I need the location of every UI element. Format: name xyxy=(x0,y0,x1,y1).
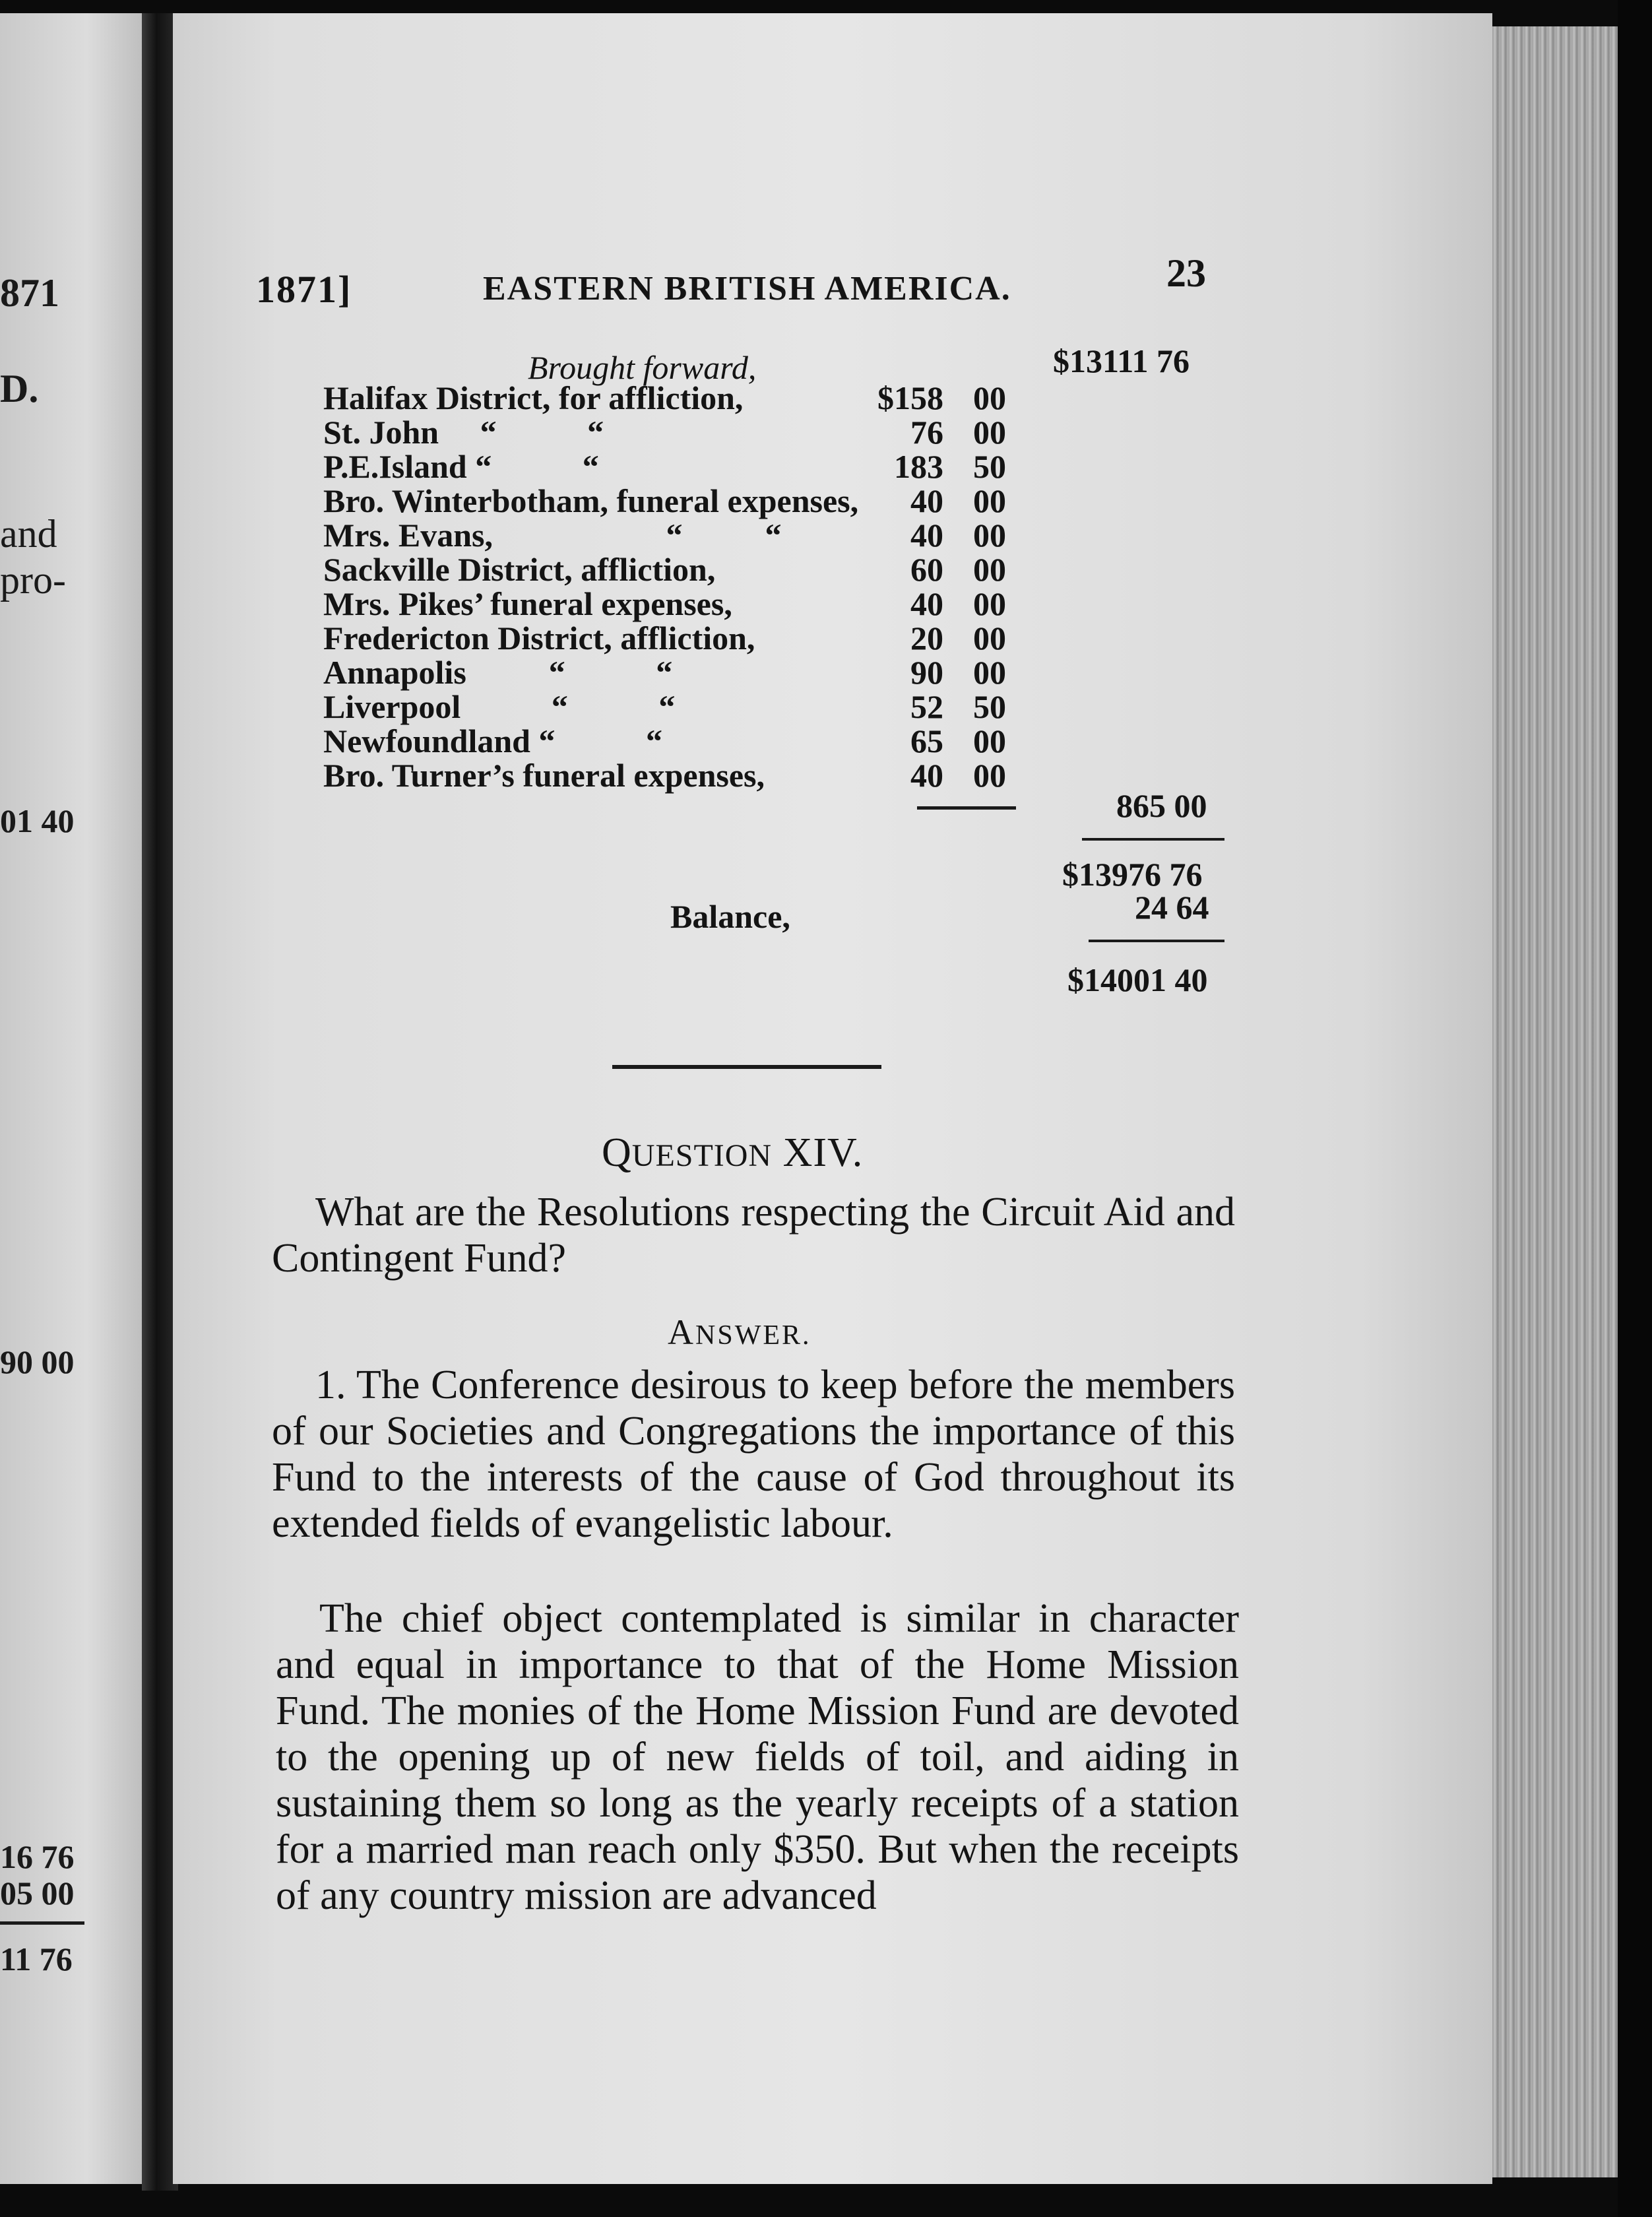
ledger-dollars: 90 xyxy=(910,654,943,691)
ledger-cents: 50 xyxy=(973,688,1006,725)
ledger-row xyxy=(323,690,1023,724)
ledger-dollars: 183 xyxy=(894,448,943,485)
left-fragment-amount: 01 40 xyxy=(0,802,75,839)
ledger-cents: 00 xyxy=(973,654,1006,691)
ledger-row xyxy=(323,553,1023,587)
brought-forward-amount: $13111 76 xyxy=(1053,342,1190,379)
running-total: $13976 76 xyxy=(1062,856,1203,893)
ledger-cents: 00 xyxy=(973,620,1006,657)
ledger-dollars: 40 xyxy=(910,482,943,519)
ledger-cents: 00 xyxy=(973,517,1006,554)
ledger-label: Sackville District, affliction, xyxy=(323,551,716,588)
ledger-label: Bro. Turner’s funeral expenses, xyxy=(323,757,765,794)
ledger-row xyxy=(323,587,1023,622)
answer-initial: A xyxy=(668,1312,695,1352)
ledger-label: Mrs. Pikes’ funeral expenses, xyxy=(323,585,732,622)
left-fragment-amount: 16 76 xyxy=(0,1838,75,1875)
ledger-dollars: 40 xyxy=(910,757,943,794)
ledger-label: St. John “ “ xyxy=(323,414,604,451)
ledger-row xyxy=(323,759,1023,793)
left-fragment-year: 871 xyxy=(0,271,59,315)
ledger-dollars: 76 xyxy=(910,414,943,451)
answer-paragraph-2: The chief object contemplated is similar in character and equal in importance to that of the Home Mission Fund. The monies of the Home Mission Fund are devoted to the opening up of new fields of toil, and aiding in sustaining them so long as the yearly receipts of a station for a married man reach only $350. But when the receipts of any country mission are advanced xyxy=(276,1596,1239,1918)
answer-heading xyxy=(668,1312,811,1353)
ledger-dollars: 40 xyxy=(910,585,943,622)
ledger-row xyxy=(323,381,1023,416)
ledger-label: Bro. Winterbotham, funeral expenses, xyxy=(323,482,859,519)
ledger-dollars: 60 xyxy=(910,551,943,588)
ledger-label: Liverpool “ “ xyxy=(323,688,676,725)
question-number: XIV. xyxy=(782,1130,864,1175)
balance-amount: 24 64 xyxy=(1135,889,1209,926)
left-fragment-pro: pro- xyxy=(0,558,66,602)
left-fragment-amount: 05 00 xyxy=(0,1875,75,1912)
ledger-label: Mrs. Evans, “ “ xyxy=(323,517,782,554)
ledger-row xyxy=(323,484,1023,519)
ledger-row xyxy=(323,622,1023,656)
ledger-row xyxy=(323,724,1023,759)
left-fragment-rule xyxy=(0,1921,84,1925)
expense-ledger xyxy=(323,381,1023,804)
ledger-row xyxy=(323,656,1023,690)
section-divider xyxy=(612,1065,881,1069)
column-rule xyxy=(917,806,1016,810)
subtotal-amount: 865 00 xyxy=(1116,787,1207,824)
ledger-dollars: 52 xyxy=(910,688,943,725)
answer-word: NSWER. xyxy=(695,1320,811,1351)
ledger-label: Newfoundland “ “ xyxy=(323,723,662,759)
ledger-cents: 00 xyxy=(973,414,1006,451)
question-heading xyxy=(602,1130,863,1176)
ledger-cents: 50 xyxy=(973,448,1006,485)
left-fragment-amount: 11 76 xyxy=(0,1941,73,1977)
ledger-dollars: 65 xyxy=(910,723,943,759)
ledger-dollars: 40 xyxy=(910,517,943,554)
question-word: UESTION xyxy=(631,1138,773,1173)
ledger-cents: 00 xyxy=(973,379,1006,416)
total-rule xyxy=(1082,838,1224,841)
page-number: 23 xyxy=(1166,251,1206,295)
question-text: What are the Resolutions respecting the Circuit Aid and Contingent Fund? xyxy=(272,1190,1235,1281)
left-fragment-and: and xyxy=(0,512,57,556)
ledger-label: P.E.Island “ “ xyxy=(323,448,599,485)
ledger-cents: 00 xyxy=(973,482,1006,519)
brought-forward-label: Brought forward, xyxy=(528,349,757,386)
ledger-cents: 00 xyxy=(973,757,1006,794)
ledger-dollars: $158 xyxy=(877,379,943,416)
question-initial: Q xyxy=(602,1130,632,1175)
ledger-cents: 00 xyxy=(973,723,1006,759)
ledger-dollars: 20 xyxy=(910,620,943,657)
balance-label: Balance, xyxy=(670,898,790,935)
left-fragment-d: D. xyxy=(0,367,39,410)
ledger-label: Annapolis “ “ xyxy=(323,654,673,691)
page-stack-edge xyxy=(1492,26,1618,2177)
answer-paragraph-1: 1. The Conference desirous to keep before the members of our Societies and Congregations the importance of this Fund to the interests of the cause of God throughout its extended fields of evangelistic labour. xyxy=(272,1363,1235,1546)
ledger-row xyxy=(323,416,1023,450)
scan-border xyxy=(1618,0,1652,2217)
ledger-row xyxy=(323,450,1023,484)
left-fragment-amount: 90 00 xyxy=(0,1343,75,1380)
ledger-label: Fredericton District, affliction, xyxy=(323,620,755,657)
grand-total: $14001 40 xyxy=(1067,961,1208,998)
running-head: EASTERN BRITISH AMERICA. xyxy=(483,270,1011,307)
ledger-cents: 00 xyxy=(973,585,1006,622)
ledger-row xyxy=(323,519,1023,553)
total-rule xyxy=(1089,940,1224,942)
ledger-label: Halifax District, for affliction, xyxy=(323,379,744,416)
ledger-cents: 00 xyxy=(973,551,1006,588)
header-year: 1871] xyxy=(256,268,352,311)
